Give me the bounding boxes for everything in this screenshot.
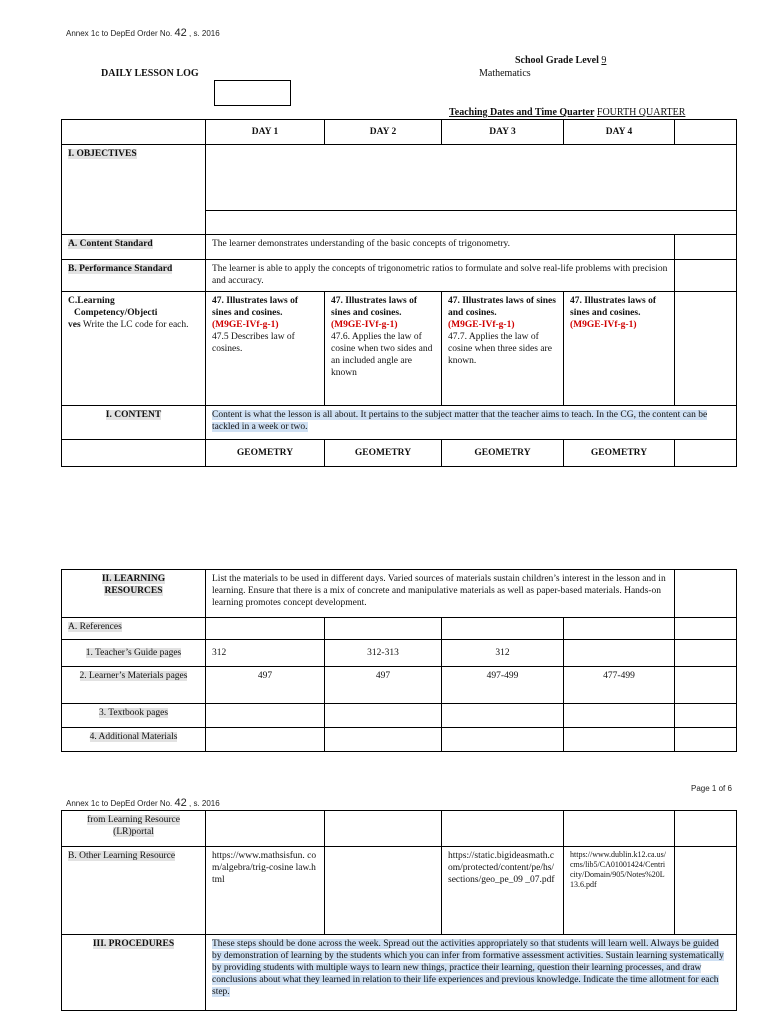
empty-cell — [206, 811, 325, 847]
topic-day-2: GEOMETRY — [325, 440, 442, 467]
day-3-header: DAY 3 — [442, 120, 564, 145]
references-label: A. References — [62, 618, 206, 640]
content-standard-label: A. Content Standard — [62, 235, 206, 260]
lm-day-2: 497 — [325, 667, 442, 704]
empty-cell — [675, 811, 737, 847]
lm-day-1: 497 — [206, 667, 325, 704]
objectives-body — [206, 145, 737, 211]
empty-cell — [675, 235, 737, 260]
school-line — [214, 80, 290, 81]
day-2-header: DAY 2 — [325, 120, 442, 145]
competency-day-2: 47. Illustrates laws of sines and cosines. (M9GE-IVf-g-1) 47.6. Applies the law of cosine when two sides and an included angle are known — [325, 292, 442, 406]
topic-day-3: GEOMETRY — [442, 440, 564, 467]
empty-cell — [564, 728, 675, 752]
topic-day-4: GEOMETRY — [564, 440, 675, 467]
other-link-day-4[interactable]: https://www.dublin.k12.ca.us/cms/lib5/CA01001424/Centricity/Domain/905/Notes%20L13.6.pdf — [564, 847, 675, 935]
empty-cell — [675, 440, 737, 467]
procedures-description: These steps should be done across the week. Spread out the activities appropriately so that students will learn well. Always be guided by demonstration of learning by the students which you can infer from formative assessment activities. Sustain learning systematically by providing students with multiple ways to learn new things, practice their learning, question their learning processes, and draw conclusions about what they learned in relation to their life experiences and previous knowledge. Indicate the time allotment for each step. — [206, 935, 737, 1011]
empty-cell — [325, 811, 442, 847]
empty-cell — [675, 260, 737, 292]
competency-day-3: 47. Illustrates laws of sines and cosines. (M9GE-IVf-g-1) 47.7. Applies the law of cosine when three sides are known. — [442, 292, 564, 406]
empty-cell — [675, 667, 737, 704]
empty-cell — [442, 704, 564, 728]
tg-day-4 — [564, 640, 675, 667]
empty-cell — [62, 440, 206, 467]
annex-reference-2: Annex 1c to DepEd Order No. 42 , s. 2016 — [66, 797, 220, 809]
empty-cell — [675, 728, 737, 752]
empty-cell — [206, 704, 325, 728]
page-number: Page 1 of 6 — [691, 784, 732, 793]
tg-day-1: 312 — [206, 640, 325, 667]
lr-portal-label: from Learning Resource (LR)portal — [62, 811, 206, 847]
topic-day-1: GEOMETRY — [206, 440, 325, 467]
procedures-table — [61, 810, 737, 1011]
resources-table — [61, 569, 737, 752]
empty-cell — [675, 618, 737, 640]
tg-day-2: 312-313 — [325, 640, 442, 667]
competency-label: C.Learning Competency/Objecti ves Write the LC code for each. — [62, 292, 206, 406]
tg-label: 1. Teacher’s Guide pages — [62, 640, 206, 667]
content-label: I. CONTENT — [62, 406, 206, 440]
lm-day-3: 497-499 — [442, 667, 564, 704]
other-link-day-2 — [325, 847, 442, 935]
empty-cell — [442, 811, 564, 847]
competency-day-4: 47. Illustrates laws of sines and cosines. (M9GE-IVf-g-1) — [564, 292, 675, 406]
empty-cell — [564, 704, 675, 728]
empty-cell — [442, 728, 564, 752]
other-link-day-3[interactable]: https://static.bigideasmath.com/protected/content/pe/hs/sections/geo_pe_09 _07.pdf — [442, 847, 564, 935]
annex-reference: Annex 1c to DepEd Order No. 42 , s. 2016 — [66, 27, 220, 39]
performance-standard-text: The learner is able to apply the concepts of trigonometric ratios to formulate and solve real-life problems with precision and accuracy. — [206, 260, 675, 292]
other-link-day-1[interactable]: https://www.mathsisfun. com/algebra/trig-cosine law.html — [206, 847, 325, 935]
empty-cell — [206, 728, 325, 752]
empty-cell — [675, 570, 737, 618]
performance-standard-label: B. Performance Standard — [62, 260, 206, 292]
lm-label: 2. Learner’s Materials pages — [62, 667, 206, 704]
corner-cell — [62, 120, 206, 145]
learning-area: Mathematics — [479, 68, 531, 79]
tg-day-3: 312 — [442, 640, 564, 667]
additional-label: 4. Additional Materials — [62, 728, 206, 752]
day-4-header: DAY 4 — [564, 120, 675, 145]
resources-label: II. LEARNING RESOURCES — [62, 570, 206, 618]
objectives-table — [61, 119, 737, 467]
content-standard-text: The learner demonstrates understanding of the basic concepts of trigonometry. — [206, 235, 675, 260]
empty-cell — [675, 640, 737, 667]
competency-day-1: 47. Illustrates laws of sines and cosines. (M9GE-IVf-g-1) 47.5 Describes law of cosines. — [206, 292, 325, 406]
empty-cell — [206, 618, 325, 640]
school-box — [214, 80, 291, 106]
lm-day-4: 477-499 — [564, 667, 675, 704]
objectives-label: I. OBJECTIVES — [62, 145, 206, 235]
empty-cell — [675, 847, 737, 935]
resources-description: List the materials to be used in different days. Varied sources of materials sustain children’s interest in the lesson and in learning. Ensure that there is a mix of concrete and manipulative materials as well as paper-based materials. Hands-on learning promotes concept development. — [206, 570, 675, 618]
day-5-header — [675, 120, 737, 145]
textbook-label: 3. Textbook pages — [62, 704, 206, 728]
teaching-dates: Teaching Dates and Time Quarter FOURTH QUARTER — [449, 107, 686, 118]
objectives-body-2 — [206, 211, 737, 235]
content-description: Content is what the lesson is all about. It pertains to the subject matter that the teacher aims to teach. In the CG, the content can be tackled in a week or two. — [206, 406, 737, 440]
empty-cell — [325, 704, 442, 728]
procedures-label: III. PROCEDURES — [62, 935, 206, 1011]
empty-cell — [325, 618, 442, 640]
empty-cell — [675, 292, 737, 406]
empty-cell — [564, 618, 675, 640]
empty-cell — [325, 728, 442, 752]
empty-cell — [442, 618, 564, 640]
empty-cell — [564, 811, 675, 847]
school-grade-level: School Grade Level 9 — [515, 55, 607, 66]
other-resource-label: B. Other Learning Resource — [62, 847, 206, 935]
empty-cell — [675, 704, 737, 728]
page-title: DAILY LESSON LOG — [101, 68, 199, 79]
day-1-header: DAY 1 — [206, 120, 325, 145]
